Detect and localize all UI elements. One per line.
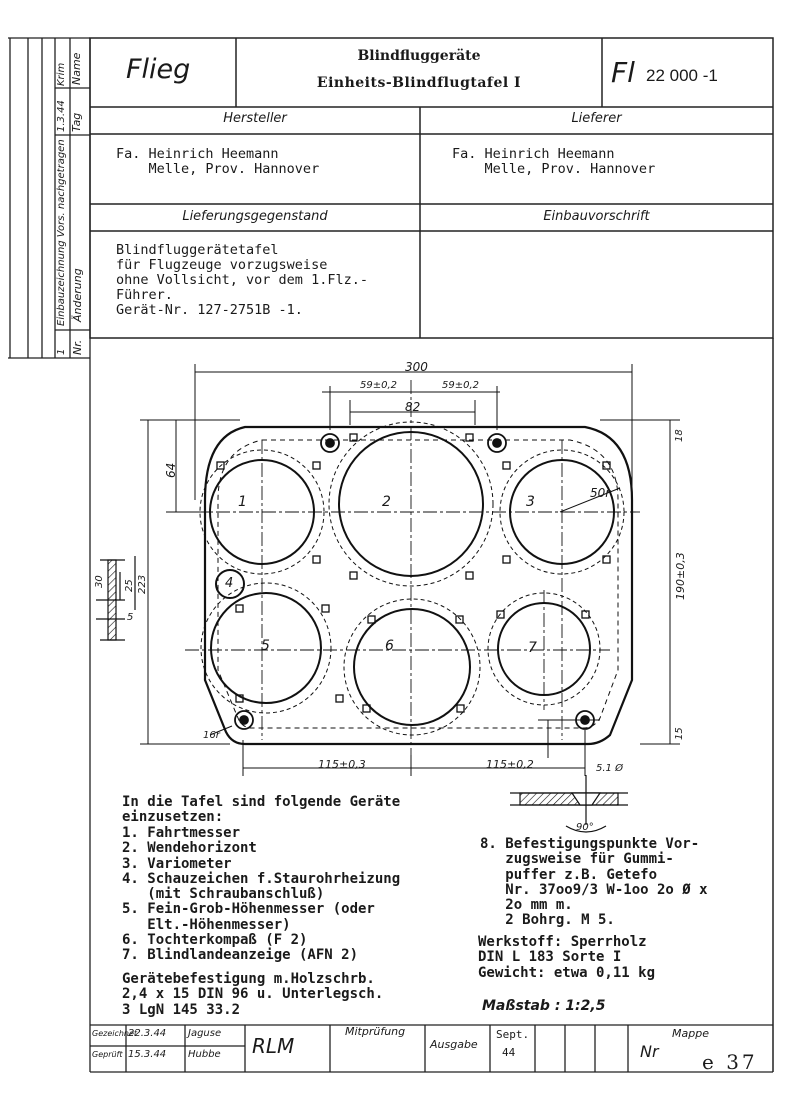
instrument-label-7: 7 bbox=[528, 640, 537, 656]
drawn-name: Jaguse bbox=[188, 1028, 222, 1039]
rev-col-change: Änderung bbox=[71, 268, 84, 322]
revision-strip-grid bbox=[8, 38, 90, 1072]
dim-bottom-left: 115±0,3 bbox=[318, 758, 366, 771]
instrument-label-3: 3 bbox=[526, 494, 535, 510]
edition-value-2: 44 bbox=[502, 1046, 516, 1059]
dim-hole: 5.1 Ø bbox=[596, 763, 623, 774]
rev-col-day: Tag bbox=[70, 112, 83, 132]
edition-label: Ausgabe bbox=[430, 1038, 478, 1051]
dimension-lines bbox=[140, 364, 680, 776]
checked-date: 15.3.44 bbox=[128, 1049, 167, 1060]
doc-number: 22 000 -1 bbox=[646, 66, 718, 85]
panel-drawing bbox=[96, 364, 680, 832]
instrument-label-6: 6 bbox=[385, 638, 394, 654]
checked-label: Geprüft bbox=[92, 1050, 123, 1059]
scale-note: Maßstab : 1:2,5 bbox=[482, 998, 606, 1014]
manufacturer-value: Fa. Heinrich Heemann Melle, Prov. Hannover bbox=[116, 146, 320, 177]
dim-side-30: 30 bbox=[94, 575, 105, 588]
rev-col-name: Name bbox=[70, 52, 83, 85]
delivery-item-header: Lieferungsgegenstand bbox=[182, 209, 328, 224]
rev-col-no: Nr. bbox=[71, 339, 84, 355]
company-name: Flieg bbox=[126, 54, 191, 85]
fastening-note: 8. Befestigungspunkte Vor- zugsweise für Gummi- puffer z.B. Getefo Nr. 37oo9/3 W-1oo 2o Ø x 2o mm m. 2 Bohrg. M 5. bbox=[480, 836, 708, 929]
rev-entry-name: Krim bbox=[56, 62, 67, 86]
side-section-detail bbox=[96, 556, 135, 640]
dim-right-bottom: 15 bbox=[674, 727, 685, 740]
dim-bottom-right: 115±0,2 bbox=[486, 758, 534, 771]
instrument-label-4: 4 bbox=[225, 576, 234, 591]
rev-entry-no: 1 bbox=[56, 348, 67, 355]
dim-radius: 50r bbox=[590, 486, 611, 500]
co-check-label: Mitprüfung bbox=[345, 1025, 406, 1038]
dim-corner-radius: 16r bbox=[203, 730, 220, 741]
dim-right-offset: 59±0,2 bbox=[442, 380, 480, 391]
folder-number: e 37 bbox=[702, 1050, 758, 1074]
manufacturer-header: Hersteller bbox=[223, 111, 287, 126]
instrument-list-items: 1. Fahrtmesser 2. Wendehorizont 3. Variometer 4. Schauzeichen f.Staurohrheizung (mit Schraubanschluß) 5. Fein-Grob-Höhenmesser (oder Elt.-Höhenmesser) 6. Tochterkompaß (F 2) 7. Blindlandeanzeige (AFN 2) bbox=[122, 825, 401, 964]
checked-name: Hubbe bbox=[188, 1049, 221, 1060]
dim-right-top: 18 bbox=[674, 429, 685, 442]
rev-entry-day: 1.3.44 bbox=[56, 100, 67, 132]
doc-prefix: Fl bbox=[611, 56, 635, 89]
mounting-holes bbox=[235, 434, 594, 729]
edition-value-1: Sept. bbox=[496, 1028, 530, 1041]
drawn-label: Gezeichnet bbox=[92, 1029, 138, 1038]
number-label: Nr bbox=[640, 1042, 659, 1061]
dim-side-25: 25 bbox=[124, 579, 135, 592]
instrument-label-2: 2 bbox=[382, 494, 391, 510]
dim-side-5: 5 bbox=[127, 612, 134, 623]
instrument-label-5: 5 bbox=[261, 638, 270, 654]
dim-side-223: 223 bbox=[137, 574, 148, 594]
supplier-header: Lieferer bbox=[571, 111, 622, 126]
material-note: Werkstoff: Sperrholz DIN L 183 Sorte I Gewicht: etwa 0,11 kg bbox=[478, 934, 656, 981]
title-line-1: Blindfluggeräte bbox=[357, 48, 481, 64]
instrument-list-heading: In die Tafel sind folgende Geräte einzusetzen: bbox=[122, 794, 401, 826]
delivery-item-value: Blindfluggerätetafel für Flugzeuge vorzugsweise ohne Vollsicht, vor dem 1.Flz.- Führer. Gerät-Nr. 127-2751B -1. bbox=[116, 242, 368, 318]
dim-left-offset: 59±0,2 bbox=[360, 380, 398, 391]
installation-header: Einbauvorschrift bbox=[543, 209, 650, 224]
dim-overall: 300 bbox=[405, 360, 428, 374]
mounting-note: Gerätebefestigung m.Holzschrb. 2,4 x 15 DIN 96 u. Unterlegsch. 3 LgN 145 33.2 bbox=[122, 971, 384, 1018]
dim-right-height: 190±0,3 bbox=[674, 552, 687, 600]
dim-center: 82 bbox=[405, 400, 421, 414]
dim-countersink: 90° bbox=[576, 822, 594, 833]
rlm-label: RLM bbox=[252, 1034, 295, 1058]
title-line-2: Einheits-Blindflugtafel I bbox=[316, 75, 522, 91]
rev-entry-change: Einbauzeichnung Vors. nachgetragen bbox=[56, 139, 67, 326]
drawn-date: 22.3.44 bbox=[128, 1028, 167, 1039]
countersink-detail bbox=[510, 775, 628, 832]
instrument-label-1: 1 bbox=[238, 494, 247, 510]
dim-height-top: 64 bbox=[164, 462, 178, 478]
cutout-6 bbox=[354, 609, 470, 725]
supplier-value: Fa. Heinrich Heemann Melle, Prov. Hannover bbox=[452, 146, 656, 177]
folder-label: Mappe bbox=[672, 1027, 709, 1040]
